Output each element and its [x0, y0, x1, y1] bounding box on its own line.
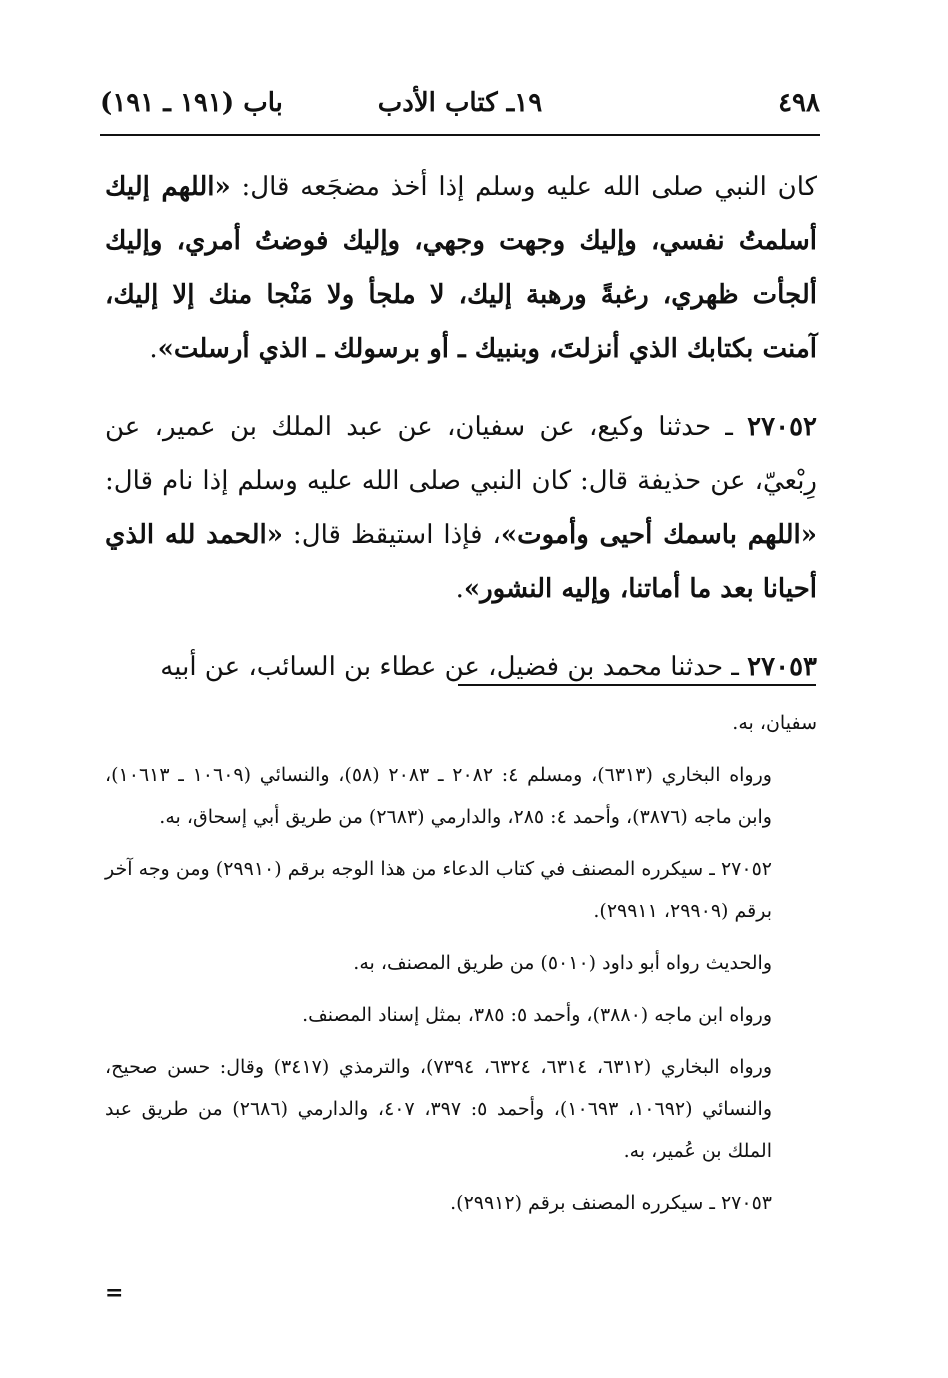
hadith-number: ٢٧٠٥٣: [747, 652, 817, 682]
book-title: ١٩ـ كتاب الأدب: [377, 88, 543, 118]
footnote-line: سفيان، به.: [732, 712, 817, 734]
footnote-line: ورواه ابن ماجه (٣٨٨٠)، وأحمد ٥: ٣٨٥، بمثل إسناد المصنف.: [302, 1004, 772, 1026]
chapter-label: باب (١٩١ ـ ١٩١): [100, 88, 283, 118]
hadith-paragraph: [105, 400, 817, 616]
page-number: ٤٩٨: [778, 88, 820, 118]
footnote-line: ورواه البخاري (٦٣١٣)، ومسلم ٤: ٢٠٨٢ ـ ٢٠٨٣ (٥٨)، والنسائي (١٠٦٠٩ ـ ١٠٦١٣)، وابن ماجه (٣٨٧٦)، وأحمد ٤: ٢٨٥، والدارمي (٢٦٨٣) من طريق أبي إسحاق، به.: [105, 764, 772, 828]
header-divider: [100, 134, 820, 136]
hadith-paragraph: [105, 160, 817, 376]
footnote-divider: [458, 684, 816, 686]
footnotes: [105, 702, 817, 1234]
isnad-text: ـ حدثنا محمد بن فضيل، عن عطاء بن السائب، عن أبيه: [160, 652, 748, 682]
isnad-text: ـ حدثنا وكيع، عن سفيان، عن عبد الملك بن عمير، عن رِبْعيّ، عن حذيفة قال: كان النبي صلى الله عليه وسلم إذا نام قال:: [105, 412, 817, 496]
supplication-text: «الحمد لله الذي أحيانا بعد ما أماتنا، وإليه النشور»: [105, 520, 817, 604]
footnote-line: ٢٧٠٥٢ ـ سيكرره المصنف في كتاب الدعاء من هذا الوجه برقم (٢٩٩١٠) ومن وجه آخر برقم (٢٩٩٠٩، ٢٩٩١١).: [105, 858, 772, 922]
main-text: [105, 160, 817, 718]
hadith-number: ٢٧٠٥٢: [747, 412, 817, 442]
punctuation: .: [149, 334, 158, 364]
running-header: [100, 88, 820, 128]
supplication-text: «اللهم إليك أسلمتُ نفسي، وإليك وجهت وجهي، وإليك فوضتُ أمري، وإليك ألجأت ظهري، رغبةً ورهبة إليك، لا ملجأ ولا مَنْجا منك إلا إليك، آمنت بكتابك الذي أنزلتَ، وبنبيك ـ أو برسولك ـ الذي أرسلت»: [105, 172, 817, 364]
punctuation: .: [455, 574, 464, 604]
supplication-text: «اللهم باسمك أحيى وأموت»: [500, 520, 817, 550]
footnote-line: والحديث رواه أبو داود (٥٠١٠) من طريق المصنف، به.: [353, 952, 772, 974]
narration-text: ، فإذا استيقظ قال:: [282, 520, 501, 550]
footnote-line: ورواه البخاري (٦٣١٢، ٦٣١٤، ٦٣٢٤، ٧٣٩٤)، والترمذي (٣٤١٧) وقال: حسن صحيح، والنسائي (١٠٦٩٢، ١٠٦٩٣)، وأحمد ٥: ٣٩٧، ٤٠٧، والدارمي (٢٦٨٦) من طريق عبد الملك بن عُمير، به.: [105, 1056, 773, 1162]
narration-text: كان النبي صلى الله عليه وسلم إذا أخذ مضجَعه قال:: [230, 172, 817, 202]
footnote-line: ٢٧٠٥٣ ـ سيكرره المصنف برقم (٢٩٩١٢).: [450, 1192, 772, 1214]
continuation-mark: =: [105, 1280, 124, 1306]
